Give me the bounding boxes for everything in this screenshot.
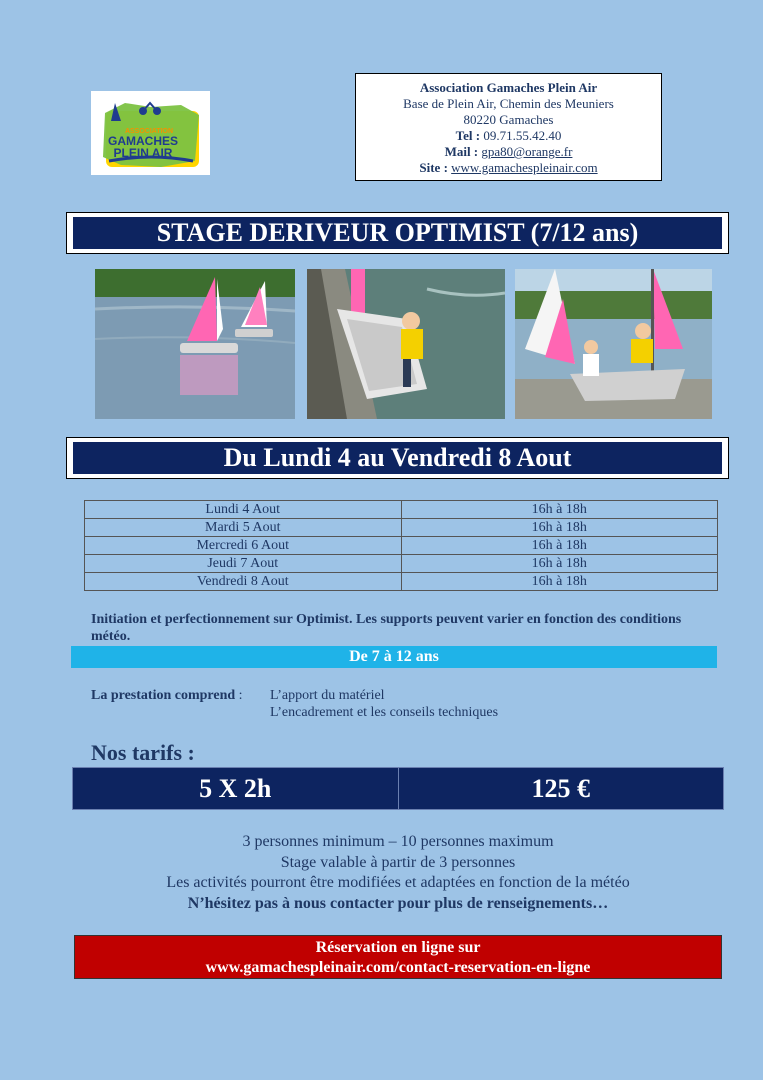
schedule-time: 16h à 18h [401,573,718,591]
date-range: Du Lundi 4 au Vendredi 8 Aout [73,442,722,474]
mail-link[interactable]: gpa80@orange.fr [481,144,573,159]
tel-value: 09.71.55.42.40 [483,128,562,143]
tarifs-heading: Nos tarifs : [91,740,195,765]
prestation-label: La prestation comprend [91,688,236,703]
table-row [85,555,718,573]
schedule-day: Vendredi 8 Aout [85,573,402,591]
schedule-time: 16h à 18h [401,537,718,555]
association-name: Association Gamaches Plein Air [419,80,598,95]
schedule-day: Lundi 4 Aout [85,501,402,519]
logo-line-3: PLEIN AIR [113,146,173,160]
schedule-day: Mercredi 6 Aout [85,537,402,555]
prestation-separator: : [238,688,243,703]
site-link[interactable]: www.gamachespleinair.com [451,160,598,175]
address-street: Base de Plein Air, Chemin des Meuniers [403,96,614,111]
table-row [85,537,718,555]
reservation-link[interactable]: www.gamachespleinair.com/contact-reservation-en-ligne [205,959,591,976]
schedule-time: 16h à 18h [401,519,718,537]
tel-label: Tel : [455,128,481,143]
site-label: Site : [419,160,448,175]
prestation-items [270,687,498,721]
schedule-table [84,500,718,591]
reservation-box [74,935,722,979]
logo-line-1: ASSOCIATION [124,128,174,135]
title-banner [66,212,729,254]
reservation-label: Réservation en ligne sur [315,939,481,956]
page-title: STAGE DERIVEUR OPTIMIST (7/12 ans) [73,217,722,249]
info-line: 3 personnes minimum – 10 personnes maximum [242,833,554,850]
table-row [85,519,718,537]
photo-instructor-with-boat [515,269,712,419]
prestation-item: L’encadrement et les conseils techniques [270,705,499,720]
photo-child-in-optimist [307,269,505,419]
info-text [72,832,724,914]
description-text: Initiation et perfectionnement sur Optimist. Les supports peuvent varier en fonction des conditions météo. [91,612,682,644]
schedule-day: Mardi 5 Aout [85,519,402,537]
tarif-table [72,767,724,810]
schedule-day: Jeudi 7 Aout [85,555,402,573]
address-city: 80220 Gamaches [463,112,554,127]
schedule-time: 16h à 18h [401,501,718,519]
mail-label: Mail : [444,144,479,159]
schedule-time: 16h à 18h [401,555,718,573]
tarif-formula: 5 X 2h [73,768,399,810]
table-row [85,501,718,519]
info-line: Les activités pourront être modifiées et adaptées en fonction de la météo [166,874,630,891]
association-logo [91,91,210,175]
logo-line-2: GAMACHES [107,134,179,148]
logo-graphic [91,91,210,175]
address-box [355,73,662,181]
table-row [85,573,718,591]
table-row [73,768,724,810]
date-banner [66,437,729,479]
prestation-item: L’apport du matériel [270,688,385,703]
tarif-price: 125 € [398,768,724,810]
info-line: Stage valable à partir de 3 personnes [280,853,516,871]
photo-sailboats-on-lake [95,269,295,419]
age-range-bar: De 7 à 12 ans [71,646,717,668]
prestation-section [91,687,711,720]
contact-prompt: N’hésitez pas à nous contacter pour plus de renseignements… [187,894,609,912]
